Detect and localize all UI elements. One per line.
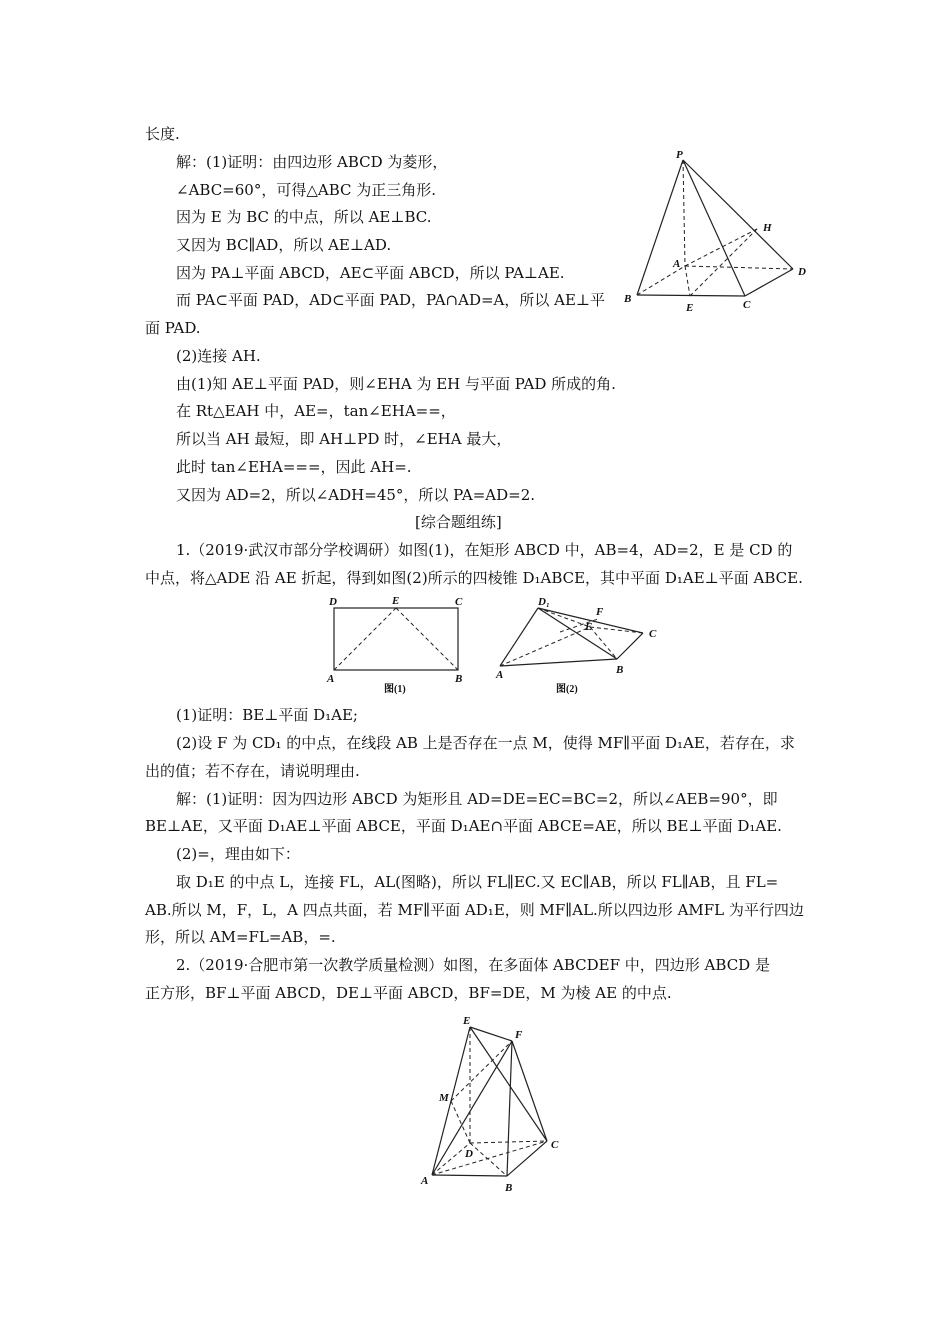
label-d1: D₁ bbox=[538, 596, 550, 608]
label-b: B bbox=[624, 293, 632, 305]
label-a: A bbox=[421, 1175, 429, 1187]
text-line: 又因为 AD=2，所以∠ADH=45°，所以 PA=AD=2. bbox=[176, 486, 536, 504]
text-line: 中点，将△ADE 沿 AE 折起，得到如图(2)所示的四棱锥 D₁ABCE，其中平面 D₁AE⊥平面 ABCE. bbox=[145, 569, 803, 587]
label-b: B bbox=[455, 673, 463, 685]
label-a: A bbox=[327, 673, 335, 685]
label-e2: E bbox=[585, 621, 593, 633]
label-e: E bbox=[686, 302, 694, 314]
label-b: B bbox=[505, 1182, 513, 1194]
caption-fig2: 图(2) bbox=[556, 684, 578, 695]
label-c: C bbox=[743, 299, 751, 311]
text-line: 取 D₁E 的中点 L，连接 FL，AL(图略)，所以 FL∥EC.又 EC∥AB，所以 FL∥AB，且 FL= bbox=[176, 873, 779, 891]
label-a: A bbox=[673, 258, 681, 270]
text-line: 又因为 BC∥AD，所以 AE⊥AD. bbox=[176, 236, 392, 254]
text-line: 所以当 AH 最短，即 AH⊥PD 时，∠EHA 最大， bbox=[176, 430, 512, 448]
text-line: ∠ABC=60°，可得△ABC 为正三角形. bbox=[176, 181, 437, 199]
text-line: (1)证明：BE⊥平面 D₁AE; bbox=[176, 706, 358, 724]
section-heading: [综合题组练] bbox=[415, 513, 502, 531]
text-line: 而 PA⊂平面 PAD，AD⊂平面 PAD，PA∩AD=A，所以 AE⊥平 bbox=[176, 291, 606, 309]
label-c: C bbox=[551, 1139, 559, 1151]
polyhedron-figure bbox=[410, 1010, 570, 1200]
text-line: 解：(1)证明：因为四边形 ABCD 为矩形且 AD=DE=EC=BC=2，所以∠AEB=90°，即 bbox=[176, 790, 778, 808]
label-e: E bbox=[463, 1015, 471, 1027]
text-line: 在 Rt△EAH 中，AE=，tan∠EHA==， bbox=[176, 402, 456, 420]
label-d: D bbox=[798, 266, 806, 278]
text-line: 因为 PA⊥平面 ABCD，AE⊂平面 ABCD，所以 PA⊥AE. bbox=[176, 264, 565, 282]
text-line: 长度. bbox=[145, 125, 180, 143]
label-h: H bbox=[763, 222, 772, 234]
label-p: P bbox=[676, 149, 683, 161]
text-line: 解：(1)证明：由四边形 ABCD 为菱形， bbox=[176, 153, 448, 171]
text-line: 此时 tan∠EHA===，因此 AH=. bbox=[176, 458, 412, 476]
label-d: D bbox=[465, 1148, 473, 1160]
caption-fig1: 图(1) bbox=[384, 684, 406, 695]
text-line: 2.（2019·合肥市第一次教学质量检测）如图，在多面体 ABCDEF 中，四边形 ABCD 是 bbox=[176, 956, 770, 974]
label-b2: B bbox=[616, 664, 624, 676]
text-line: (2)设 F 为 CD₁ 的中点，在线段 AB 上是否存在一点 M，使得 MF∥平面 D₁AE，若存在，求 bbox=[176, 734, 795, 752]
text-line: AB.所以 M，F，L，A 四点共面，若 MF∥平面 AD₁E，则 MF∥AL.所以四边形 AMFL 为平行四边 bbox=[145, 901, 804, 919]
text-line: (2)连接 AH. bbox=[176, 347, 261, 365]
label-c: C bbox=[455, 596, 463, 608]
fold-figure bbox=[320, 590, 670, 700]
text-line: 面 PAD. bbox=[145, 319, 201, 337]
label-d: D bbox=[329, 596, 337, 608]
pyramid-figure bbox=[620, 140, 820, 320]
text-line: (2)=，理由如下： bbox=[176, 845, 300, 863]
label-a2: A bbox=[496, 669, 504, 681]
text-line: 1.（2019·武汉市部分学校调研）如图(1)，在矩形 ABCD 中，AB=4，AD=2，E 是 CD 的 bbox=[176, 541, 793, 559]
label-f: F bbox=[596, 606, 604, 618]
text-line: 由(1)知 AE⊥平面 PAD，则∠EHA 为 EH 与平面 PAD 所成的角. bbox=[176, 375, 616, 393]
label-f: F bbox=[515, 1029, 523, 1041]
text-line: 出的值；若不存在，请说明理由. bbox=[145, 762, 360, 780]
label-c2: C bbox=[649, 628, 657, 640]
text-line: BE⊥AE，又平面 D₁AE⊥平面 ABCE，平面 D₁AE∩平面 ABCE=AE，所以 BE⊥平面 D₁AE. bbox=[145, 817, 782, 835]
text-line: 形，所以 AM=FL=AB，=. bbox=[145, 928, 336, 946]
text-line: 因为 E 为 BC 的中点，所以 AE⊥BC. bbox=[176, 208, 432, 226]
label-e: E bbox=[392, 595, 400, 607]
label-m: M bbox=[439, 1092, 449, 1104]
text-line: 正方形，BF⊥平面 ABCD，DE⊥平面 ABCD，BF=DE，M 为棱 AE 的中点. bbox=[145, 984, 672, 1002]
